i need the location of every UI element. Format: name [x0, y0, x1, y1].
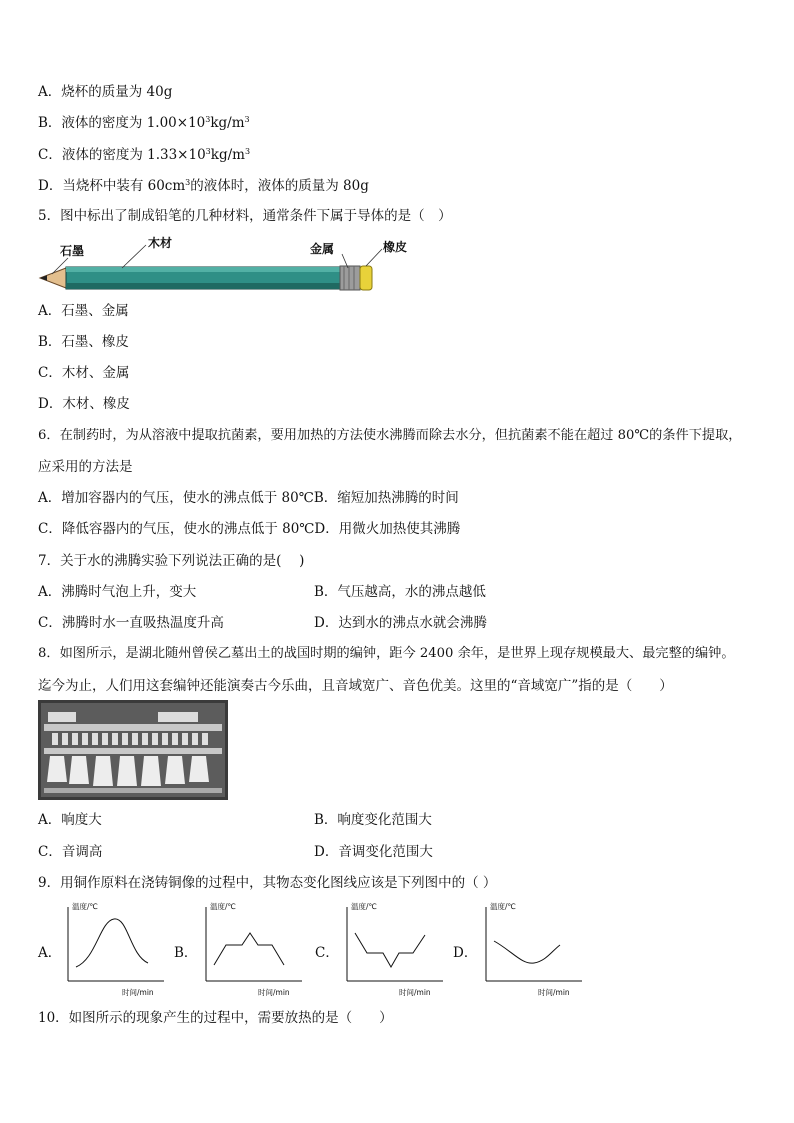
q8-option-c: C．音调高 — [38, 844, 103, 860]
q9-graph-a — [60, 897, 170, 999]
label-graphite: 石墨 — [60, 244, 85, 258]
q10-stem: 10．如图所示的现象产生的过程中，需要放热的是（ ） — [38, 1010, 393, 1026]
label-wood: 木材 — [148, 236, 173, 250]
q6-stem-line1: 6．在制药时，为从溶液中提取抗菌素，要用加热的方法使水沸腾而除去水分，但抗菌素不能在超过 80℃的条件下提取， — [38, 428, 742, 443]
label-metal: 金属 — [310, 242, 335, 256]
q7-option-c: C．沸腾时水一直吸热温度升高 — [38, 615, 224, 631]
graph-a-xlabel: 时间/min — [122, 988, 154, 997]
q5-option-b: B．石墨、橡皮 — [38, 334, 129, 350]
q7-option-a: A．沸腾时气泡上升，变大 — [38, 584, 197, 600]
graph-b-ylabel: 温度/℃ — [210, 902, 236, 911]
bells-photo — [38, 700, 228, 800]
pencil-illustration — [38, 232, 398, 294]
q8-stem-line2: 迄今为止，人们用这套编钟还能演奏古今乐曲，且音域宽广、音色优美。这里的“音域宽广”指的是（ ） — [38, 678, 673, 694]
q7-stem: 7．关于水的沸腾实验下列说法正确的是( ) — [38, 553, 305, 569]
q8-option-a: A．响度大 — [38, 812, 102, 828]
q9-letter-d: D． — [453, 945, 478, 961]
graph-c-ylabel: 温度/℃ — [351, 902, 377, 911]
q9-graph-c — [339, 897, 449, 999]
q9-letter-a: A． — [38, 945, 62, 961]
q6-options-ab: A．增加容器内的气压，使水的沸点低于 80℃B．缩短加热沸腾的时间 — [38, 490, 459, 506]
q9-stem: 9．用铜作原料在浇铸铜像的过程中，其物态变化图线应该是下列图中的（ ） — [38, 875, 497, 891]
graph-b-xlabel: 时间/min — [258, 988, 290, 997]
q6-stem-line2: 应采用的方法是 — [38, 459, 133, 475]
q9-graph-d — [478, 897, 588, 999]
q5-stem: 5．图中标出了制成铅笔的几种材料，通常条件下属于导体的是（ ） — [38, 208, 452, 224]
q8-stem-line1: 8．如图所示，是湖北随州曾侯乙墓出土的战国时期的编钟，距今 2400 余年，是世界上现存规模最大、最完整的编钟。 — [38, 646, 735, 661]
q7-option-b: B．气压越高，水的沸点越低 — [314, 584, 486, 600]
q8-option-b: B．响度变化范围大 — [314, 812, 432, 828]
pencil-figure — [38, 232, 408, 294]
q5-option-d: D．木材、橡皮 — [38, 396, 130, 412]
q4-option-b: B．液体的密度为 $1.00\times 10^3kg/m^3$ — [38, 115, 250, 131]
q4-option-a: A．烧杯的质量为 40g — [38, 84, 173, 100]
graph-d-ylabel: 温度/℃ — [490, 902, 516, 911]
q9-letter-b: B． — [174, 945, 198, 961]
q6-options-cd: C．降低容器内的气压，使水的沸点低于 80℃D．用微火加热使其沸腾 — [38, 521, 461, 537]
q8-option-d: D．音调变化范围大 — [314, 844, 433, 860]
q9-letter-c: C． — [315, 945, 339, 961]
graph-d-xlabel: 时间/min — [538, 988, 570, 997]
q7-option-d: D．达到水的沸点水就会沸腾 — [314, 615, 487, 631]
graph-c-xlabel: 时间/min — [399, 988, 431, 997]
q5-option-c: C．木材、金属 — [38, 365, 130, 381]
graph-a-ylabel: 温度/℃ — [72, 902, 98, 911]
q5-option-a: A．石墨、金属 — [38, 303, 129, 319]
q9-graph-b — [198, 897, 308, 999]
q4-option-c: C．液体的密度为 $1.33\times 10^3kg/m^3$ — [38, 147, 251, 163]
q4-option-d: D．当烧杯中装有 $60cm^3$的液体时，液体的质量为 80g — [38, 178, 369, 194]
label-rubber: 橡皮 — [383, 240, 408, 254]
